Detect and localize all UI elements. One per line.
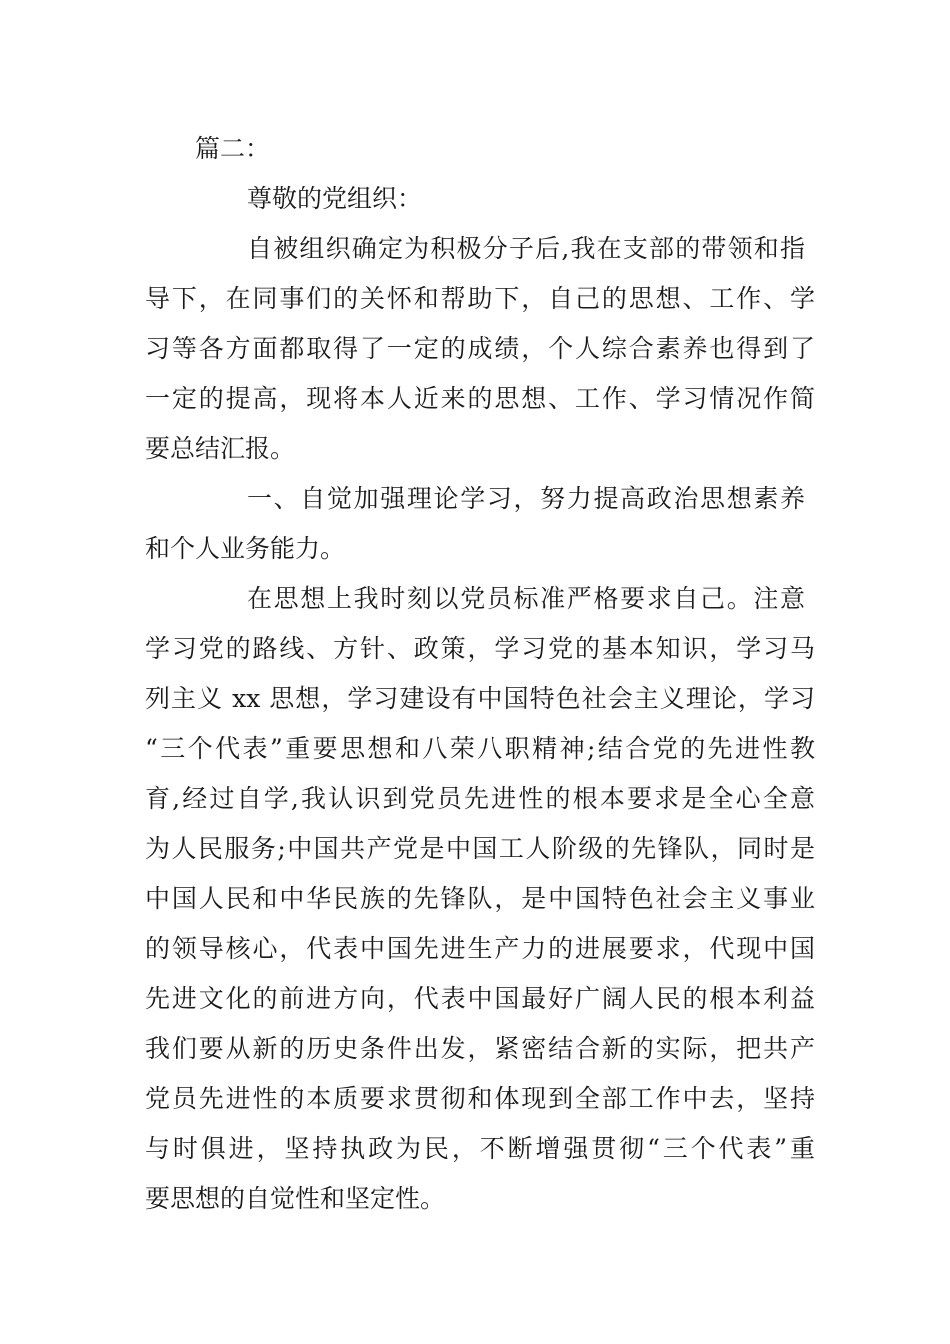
paragraph-line: 列主义 xx 思想，学习建设有中国特色社会主义理论，学习	[145, 684, 815, 713]
paragraph-line: 先进文化的前进方向，代表中国最好广阔人民的根本利益	[145, 984, 815, 1013]
paragraph-line: 在思想上我时刻以党员标准严格要求自己。注意	[247, 584, 805, 613]
paragraph-line: 要思想的自觉性和坚定性。	[145, 1184, 446, 1213]
paragraph-line: 自被组织确定为积极分子后,我在支部的带领和指	[247, 234, 805, 263]
paragraph-line: 为人民服务;中国共产党是中国工人阶级的先锋队，同时是	[145, 834, 815, 863]
paragraph-line: “三个代表”重要思想和八荣八职精神;结合党的先进性教	[145, 734, 815, 763]
paragraph-line: 的领导核心，代表中国先进生产力的进展要求，代现中国	[145, 934, 815, 963]
paragraph-line: 要总结汇报。	[145, 434, 296, 463]
paragraph-line: 习等各方面都取得了一定的成绩，个人综合素养也得到了	[145, 334, 815, 363]
section-title-line: 和个人业务能力。	[145, 534, 346, 563]
section-heading: 篇二：	[195, 134, 271, 163]
paragraph-line: 学习党的路线、方针、政策，学习党的基本知识，学习马	[145, 634, 815, 663]
section-title-line: 一、自觉加强理论学习，努力提高政治思想素养	[247, 484, 805, 513]
paragraph-line: 党员先进性的本质要求贯彻和体现到全部工作中去，坚持	[145, 1084, 815, 1113]
salutation: 尊敬的党组织：	[247, 184, 423, 213]
paragraph-line: 我们要从新的历史条件出发，紧密结合新的实际，把共产	[145, 1034, 815, 1063]
paragraph-line: 育,经过自学,我认识到党员先进性的根本要求是全心全意	[145, 784, 815, 813]
paragraph-line: 中国人民和中华民族的先锋队，是中国特色社会主义事业	[145, 884, 815, 913]
paragraph-line: 与时俱进，坚持执政为民，不断增强贯彻“三个代表”重	[145, 1134, 815, 1163]
paragraph-line: 导下，在同事们的关怀和帮助下，自己的思想、工作、学	[145, 284, 815, 313]
paragraph-line: 一定的提高，现将本人近来的思想、工作、学习情况作简	[145, 384, 815, 413]
